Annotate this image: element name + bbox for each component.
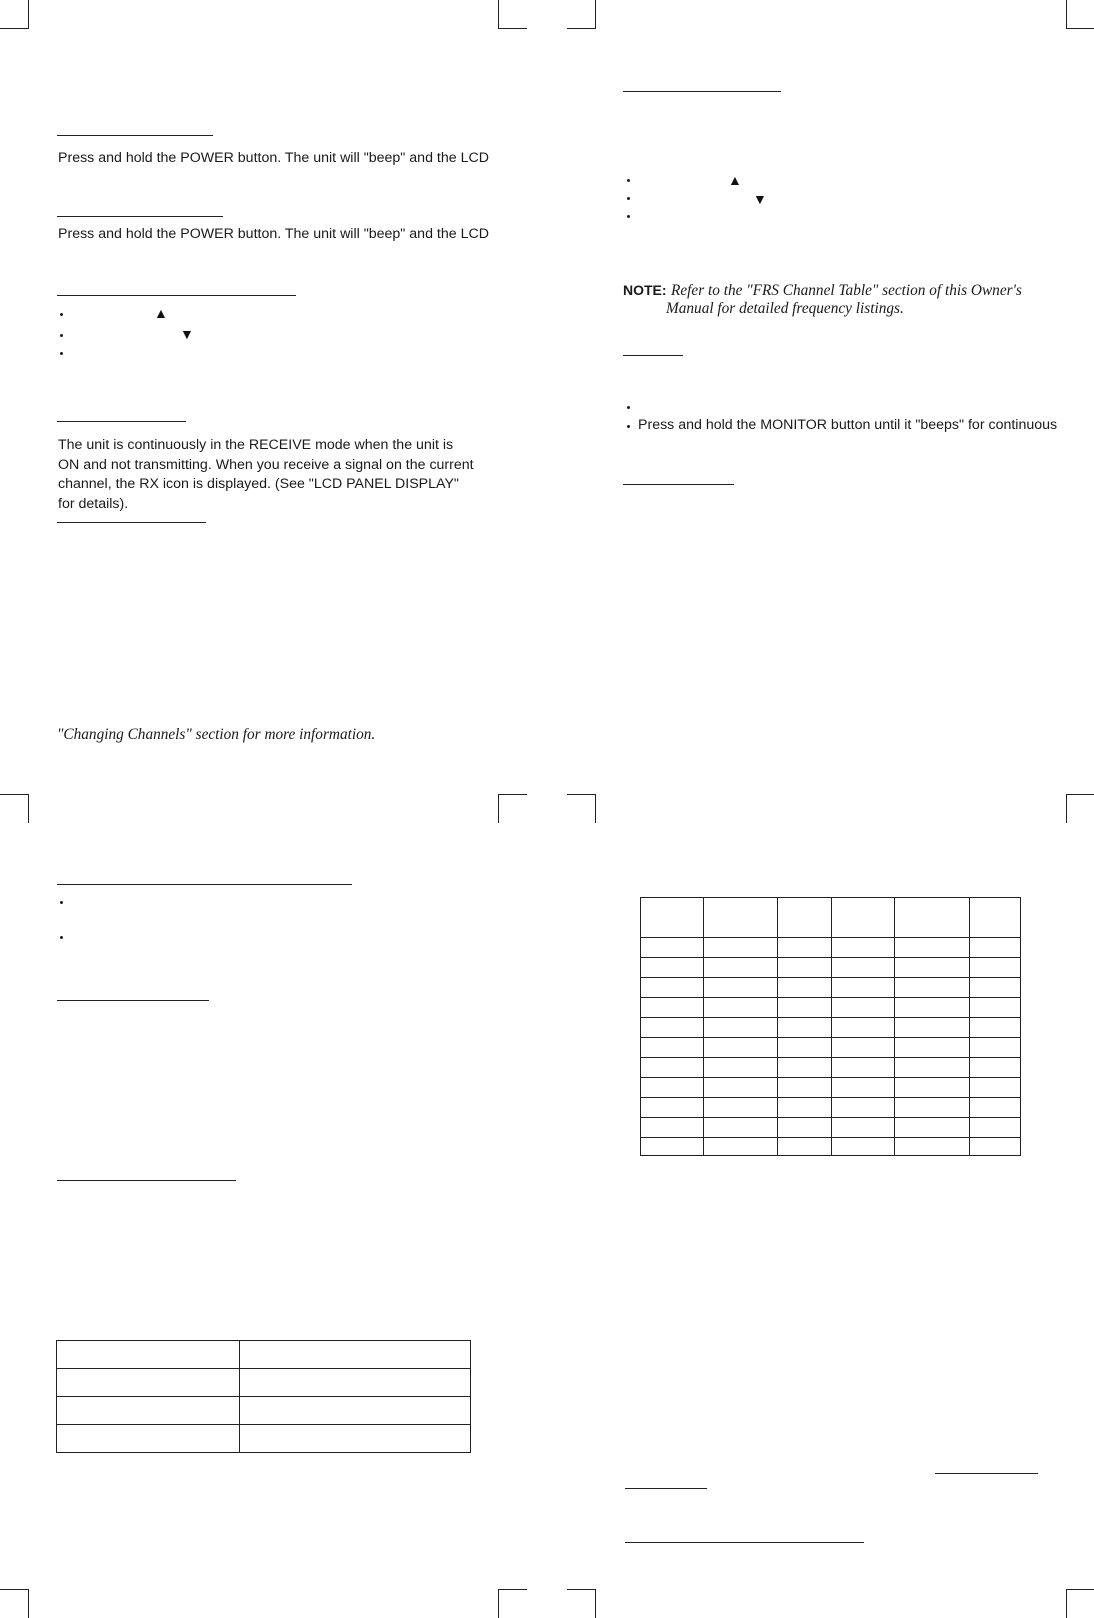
heading-underline [57, 884, 352, 885]
crop-mark [1066, 1589, 1094, 1618]
table-cell [704, 898, 778, 938]
crop-mark [0, 794, 29, 823]
table-row [641, 1058, 1021, 1078]
table-row [641, 1078, 1021, 1098]
table-row [641, 938, 1021, 958]
channels-ref-text: "Changing Channels" section for more information. [57, 726, 376, 743]
table-row [57, 1341, 471, 1369]
heading-underline [57, 1180, 236, 1181]
up-arrow-icon: ▲ [154, 305, 168, 321]
heading-underline [57, 421, 186, 422]
table-row [641, 1118, 1021, 1138]
heading-underline [57, 295, 296, 296]
table-row [641, 958, 1021, 978]
bullet [60, 352, 63, 355]
down-arrow-icon: ▼ [180, 326, 194, 342]
heading-underline [623, 355, 683, 356]
table-cell [240, 1369, 471, 1397]
left-table [56, 1340, 471, 1453]
table-row [641, 1098, 1021, 1118]
table-cell [57, 1425, 240, 1453]
note-label: NOTE: [623, 282, 667, 298]
bullet [627, 197, 630, 200]
bullet [627, 406, 630, 409]
up-arrow-icon: ▲ [728, 172, 742, 188]
crop-mark [498, 1589, 527, 1618]
heading-underline [625, 1488, 707, 1489]
power-off-text: Press and hold the POWER button. The unit will "beep" and the LCD [58, 226, 489, 242]
table-row [57, 1369, 471, 1397]
crop-mark [567, 794, 596, 823]
crop-mark [0, 1589, 29, 1618]
heading-underline [625, 1542, 864, 1543]
table-cell [895, 898, 970, 938]
heading-underline [623, 484, 734, 485]
crop-mark [567, 0, 596, 29]
bullet [60, 334, 63, 337]
bullet [627, 425, 630, 428]
table-row [641, 978, 1021, 998]
bullet [60, 313, 63, 316]
frs-channel-table [640, 897, 1021, 1156]
bullet [627, 179, 630, 182]
table-cell [778, 898, 832, 938]
table-header-row [641, 898, 1021, 938]
table-row [641, 1018, 1021, 1038]
table-row [57, 1425, 471, 1453]
table-row [641, 998, 1021, 1018]
heading-underline [57, 135, 213, 136]
crop-mark [567, 1589, 596, 1618]
crop-mark [1066, 794, 1094, 823]
bullet [60, 901, 63, 904]
crop-mark [498, 0, 527, 29]
table-row [641, 1138, 1021, 1156]
table-cell [240, 1397, 471, 1425]
heading-underline [57, 216, 223, 217]
table-row [641, 1038, 1021, 1058]
table-cell [240, 1425, 471, 1453]
power-on-text: Press and hold the POWER button. The unit will "beep" and the LCD [58, 150, 489, 166]
table-row [57, 1397, 471, 1425]
note-block [623, 282, 1022, 300]
monitor-text: Press and hold the MONITOR button until it "beeps" for continuous [638, 417, 1058, 433]
crop-mark [0, 0, 29, 29]
heading-underline [57, 522, 206, 523]
table-cell [57, 1341, 240, 1369]
receive-text: The unit is continuously in the RECEIVE mode when the unit is ON and not transmitting. When you receive a signal on the current channel, the RX icon is displayed. (See "LCD PANEL DISPLAY" for details). [58, 437, 474, 512]
note-text: Refer to the "FRS Channel Table" section of this Owner's [671, 282, 1022, 299]
table-cell [641, 898, 704, 938]
table-cell [57, 1369, 240, 1397]
table-cell [57, 1397, 240, 1425]
table-cell [970, 898, 1021, 938]
table-cell [240, 1341, 471, 1369]
crop-mark [498, 794, 527, 823]
note-text-line-2: Manual for detailed frequency listings. [666, 300, 904, 317]
bullet [627, 215, 630, 218]
heading-underline [57, 1000, 209, 1001]
crop-mark [1066, 0, 1094, 29]
heading-underline [935, 1473, 1038, 1474]
down-arrow-icon: ▼ [753, 191, 767, 207]
heading-underline [623, 91, 781, 92]
table-cell [832, 898, 895, 938]
bullet [60, 936, 63, 939]
